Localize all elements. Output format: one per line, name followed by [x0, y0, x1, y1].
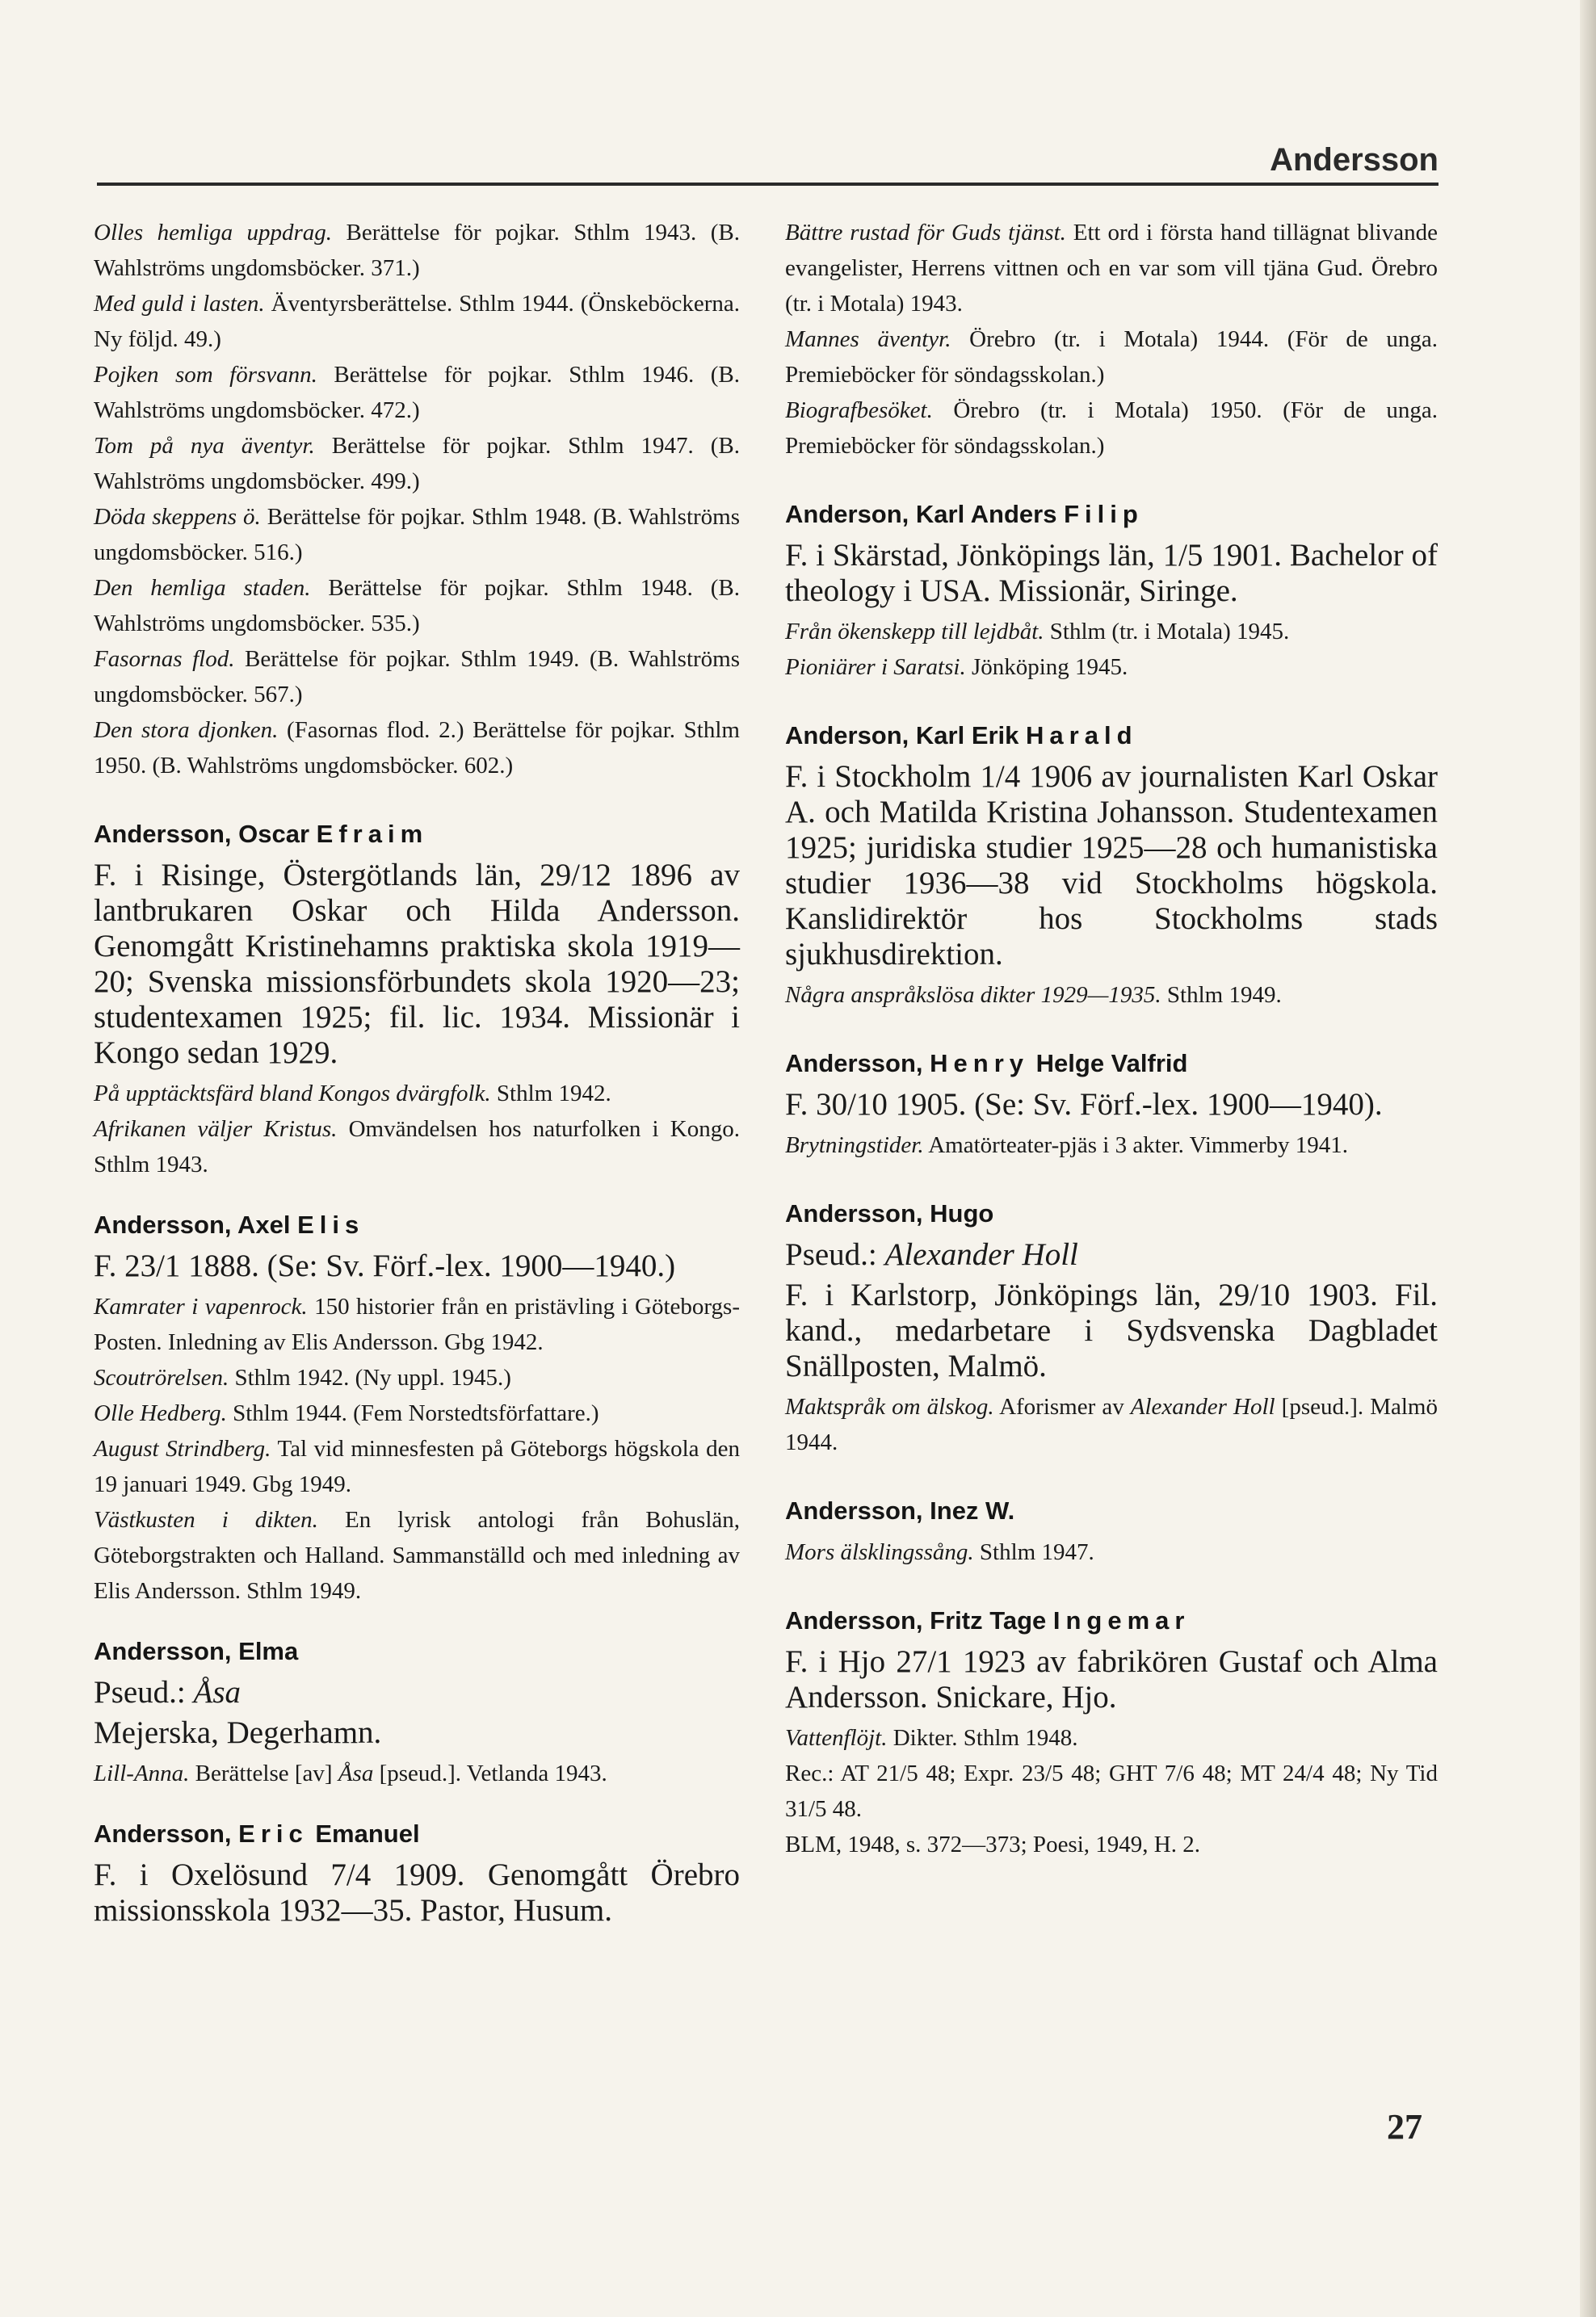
work-item: Tom på nya äventyr. Berättelse för pojkar. Sthlm 1947. (B. Wahlströms ungdomsböcker. 499.): [94, 433, 740, 494]
author-name: Andersson, Inez W.: [785, 1496, 1015, 1525]
page-number: 27: [1387, 2107, 1422, 2147]
author-name: Andersson, Oscar Efraim: [94, 820, 429, 848]
work-item: August Strindberg. Tal vid minnesfesten på Göteborgs högskola den 19 januari 1949. Gbg 1949.: [94, 1436, 740, 1497]
work-item: Mors älsklingssång. Sthlm 1947.: [785, 1539, 1094, 1565]
author-name: Andersson, Axel Elis: [94, 1211, 365, 1239]
running-head: Andersson: [1270, 142, 1438, 178]
author-pseudonym: Pseud.: Alexander Holl: [785, 1237, 1078, 1272]
work-item: Afrikanen väljer Kristus. Omvändelsen hos naturfolken i Kongo. Sthlm 1943.: [94, 1116, 740, 1177]
author-name: Andersson, Elma: [94, 1637, 299, 1665]
author-bio: F. i Hjo 27/1 1923 av fabrikören Gustaf och Alma Andersson. Snickare, Hjo.: [785, 1644, 1438, 1715]
author-bio: F. i Stockholm 1/4 1906 av journalisten Karl Oskar A. och Matilda Kristina Johansson. Studentexamen 1925; juridiska studier 1925—28 och humanistiska studier 1936—38 vid Stockholms högskola. Kanslidirektör hos Stockholms stads sjukhusdirektion.: [785, 759, 1438, 972]
work-item: Västkusten i dikten. En lyrisk antologi från Bohuslän, Göteborgstrakten och Halland. Sammanställd och med inledning av Elis Andersson. Sthlm 1949.: [94, 1507, 740, 1604]
work-item: Mannes äventyr. Örebro (tr. i Motala) 1944. (För de unga. Premieböcker för söndagsskolan.): [785, 326, 1438, 388]
left-column: [94, 215, 740, 1953]
author-entry-karl-harald: [785, 717, 1438, 1013]
work-item: Pioniärer i Saratsi. Jönköping 1945.: [785, 654, 1128, 680]
author-entry-karl-filip: [785, 496, 1438, 685]
work-item: Den hemliga staden. Berättelse för pojkar. Sthlm 1948. (B. Wahlströms ungdomsböcker. 535.): [94, 575, 741, 636]
author-entry-oscar: [94, 816, 740, 1182]
author-entry-inez: [785, 1492, 1438, 1570]
author-bio: F. 30/10 1905. (Se: Sv. Förf.-lex. 1900—1940).: [785, 1087, 1383, 1122]
author-bio: Mejerska, Degerhamn.: [94, 1715, 382, 1750]
author-name: Andersson, Fritz Tage Ingemar: [785, 1606, 1191, 1635]
work-item: Några anspråkslösa dikter 1929—1935. Sthlm 1949.: [785, 982, 1282, 1008]
author-entry-axel: [94, 1207, 740, 1609]
author-name: Andersson, Henry Helge Valfrid: [785, 1049, 1188, 1077]
author-entry-henry: [785, 1045, 1438, 1163]
work-item: Vattenflöjt. Dikter. Sthlm 1948.: [785, 1725, 1078, 1751]
author-entry-elma: [94, 1633, 740, 1791]
author-pseudonym: Pseud.: Åsa: [94, 1675, 242, 1710]
author-entry-eric: [94, 1815, 740, 1929]
author-bio: F. i Karlstorp, Jönköpings län, 29/10 1903. Fil. kand., medarbetare i Sydsvenska Dagbladet Snällposten, Malmö.: [785, 1278, 1438, 1383]
work-item: Kamrater i vapenrock. 150 historier från en pristävling i Göteborgs-Posten. Inledning av Elis Andersson. Gbg 1942.: [94, 1294, 740, 1355]
continuation-entry-right: [785, 215, 1438, 464]
work-item: Olle Hedberg. Sthlm 1944. (Fem Norstedtsförfattare.): [94, 1400, 599, 1426]
work-item: Fasornas flod. Berättelse för pojkar. Sthlm 1949. (B. Wahlströms ungdomsböcker. 567.): [94, 646, 741, 707]
work-item: Den stora djonken. (Fasornas flod. 2.) Berättelse för pojkar. Sthlm 1950. (B. Wahlströms ungdomsböcker. 602.): [94, 717, 740, 779]
author-name: Andersson, Eric Emanuel: [94, 1820, 420, 1848]
page-edge-shadow: [1580, 0, 1596, 2317]
work-item: Scoutrörelsen. Sthlm 1942. (Ny uppl. 1945.): [94, 1365, 511, 1391]
author-bio: F. i Risinge, Östergötlands län, 29/12 1896 av lantbrukaren Oskar och Hilda Andersson. Genomgått Kristinehamns praktiska skola 1919—20; Svenska missionsförbundets skola 1920—23; studentexamen 1925; fil. lic. 1934. Missionär i Kongo sedan 1929.: [94, 858, 740, 1070]
review-list: BLM, 1948, s. 372—373; Poesi, 1949, H. 2.: [785, 1832, 1200, 1857]
work-item: Pojken som försvann. Berättelse för pojkar. Sthlm 1946. (B. Wahlströms ungdomsböcker. 472.): [94, 362, 740, 423]
work-item: Från ökenskepp till lejdbåt. Sthlm (tr. i Motala) 1945.: [785, 619, 1290, 644]
continuation-entry-left: [94, 215, 740, 783]
author-name: Anderson, Karl Anders Filip: [785, 500, 1144, 528]
work-item: Döda skeppens ö. Berättelse för pojkar. Sthlm 1948. (B. Wahlströms ungdomsböcker. 516.): [94, 504, 740, 565]
author-entry-hugo: [785, 1195, 1438, 1460]
author-bio: F. i Oxelösund 7/4 1909. Genomgått Örebro missionsskola 1932—35. Pastor, Husum.: [94, 1857, 740, 1928]
right-column: [785, 215, 1438, 1895]
author-name: Anderson, Karl Erik Harald: [785, 721, 1138, 749]
work-item: Biografbesöket. Örebro (tr. i Motala) 1950. (För de unga. Premieböcker för söndagsskolan.): [785, 397, 1438, 459]
author-bio: F. i Skärstad, Jönköpings län, 1/5 1901. Bachelor of theology i USA. Missionär, Siringe.: [785, 538, 1438, 608]
review-list: Rec.: AT 21/5 48; Expr. 23/5 48; GHT 7/6 48; MT 24/4 48; Ny Tid 31/5 48.: [785, 1761, 1438, 1822]
header-rule: [97, 183, 1438, 186]
work-item: Med guld i lasten. Äventyrsberättelse. Sthlm 1944. (Önskeböckerna. Ny följd. 49.): [94, 291, 740, 352]
work-item: Olles hemliga uppdrag. Berättelse för pojkar. Sthlm 1943. (B. Wahlströms ungdomsböcker. 371.): [94, 220, 740, 281]
author-bio: F. 23/1 1888. (Se: Sv. Förf.-lex. 1900—1940.): [94, 1249, 676, 1283]
work-item: Lill-Anna. Berättelse [av] Åsa [pseud.]. Vetlanda 1943.: [94, 1761, 607, 1786]
work-item: På upptäcktsfärd bland Kongos dvärgfolk. Sthlm 1942.: [94, 1081, 611, 1106]
work-item: Maktspråk om älskog. Aforismer av Alexander Holl [pseud.]. Malmö 1944.: [785, 1394, 1438, 1455]
work-item: Bättre rustad för Guds tjänst. Ett ord i första hand tillägnat blivande evangelister, Herrens vittnen och en var som vill tjäna Gud. Örebro (tr. i Motala) 1943.: [785, 220, 1438, 317]
work-item: Brytningstider. Amatörteater-pjäs i 3 akter. Vimmerby 1941.: [785, 1132, 1349, 1158]
author-entry-fritz: [785, 1602, 1438, 1862]
author-name: Andersson, Hugo: [785, 1199, 994, 1228]
